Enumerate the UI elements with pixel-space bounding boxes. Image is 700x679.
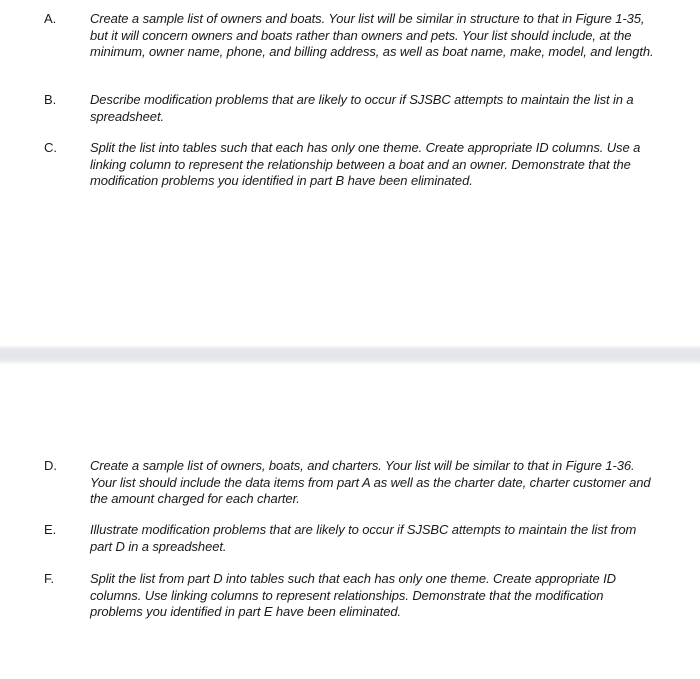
item-letter: B.	[44, 92, 57, 107]
item-text: Create a sample list of owners and boats. Your list will be similar in structure to that in Figure 1-35, but it will concern owners and boats rather than owners and pets. Your list should include, at the minimum, owner name, phone, and billing address, as well as boat name, make, model, and length.	[90, 11, 654, 59]
page-break-divider	[0, 345, 700, 365]
item-text: Create a sample list of owners, boats, and charters. Your list will be similar to that in Figure 1-36. Your list should include the data items from part A as well as the charter date, charter customer and the amount charged for each charter.	[90, 458, 651, 506]
item-letter: E.	[44, 522, 57, 537]
item-text: Describe modification problems that are likely to occur if SJSBC attempts to maintain the list in a spreadsheet.	[90, 92, 634, 124]
item-letter: F.	[44, 571, 55, 586]
item-letter: C.	[44, 140, 57, 155]
item-text: Split the list into tables such that each has only one theme. Create appropriate ID columns. Use a linking column to represent the relationship between a boat and an owner. Demonstrate that the modification problems you identified in part B have been eliminated.	[90, 140, 641, 188]
item-letter: A.	[44, 11, 57, 26]
item-text: Illustrate modification problems that are likely to occur if SJSBC attempts to maintain the list from part D in a spreadsheet.	[90, 522, 637, 554]
item-text: Split the list from part D into tables such that each has only one theme. Create appropriate ID columns. Use linking columns to represent relationships. Demonstrate that the modification problems you identified in part E have been eliminated.	[90, 571, 616, 619]
item-letter: D.	[44, 458, 57, 473]
